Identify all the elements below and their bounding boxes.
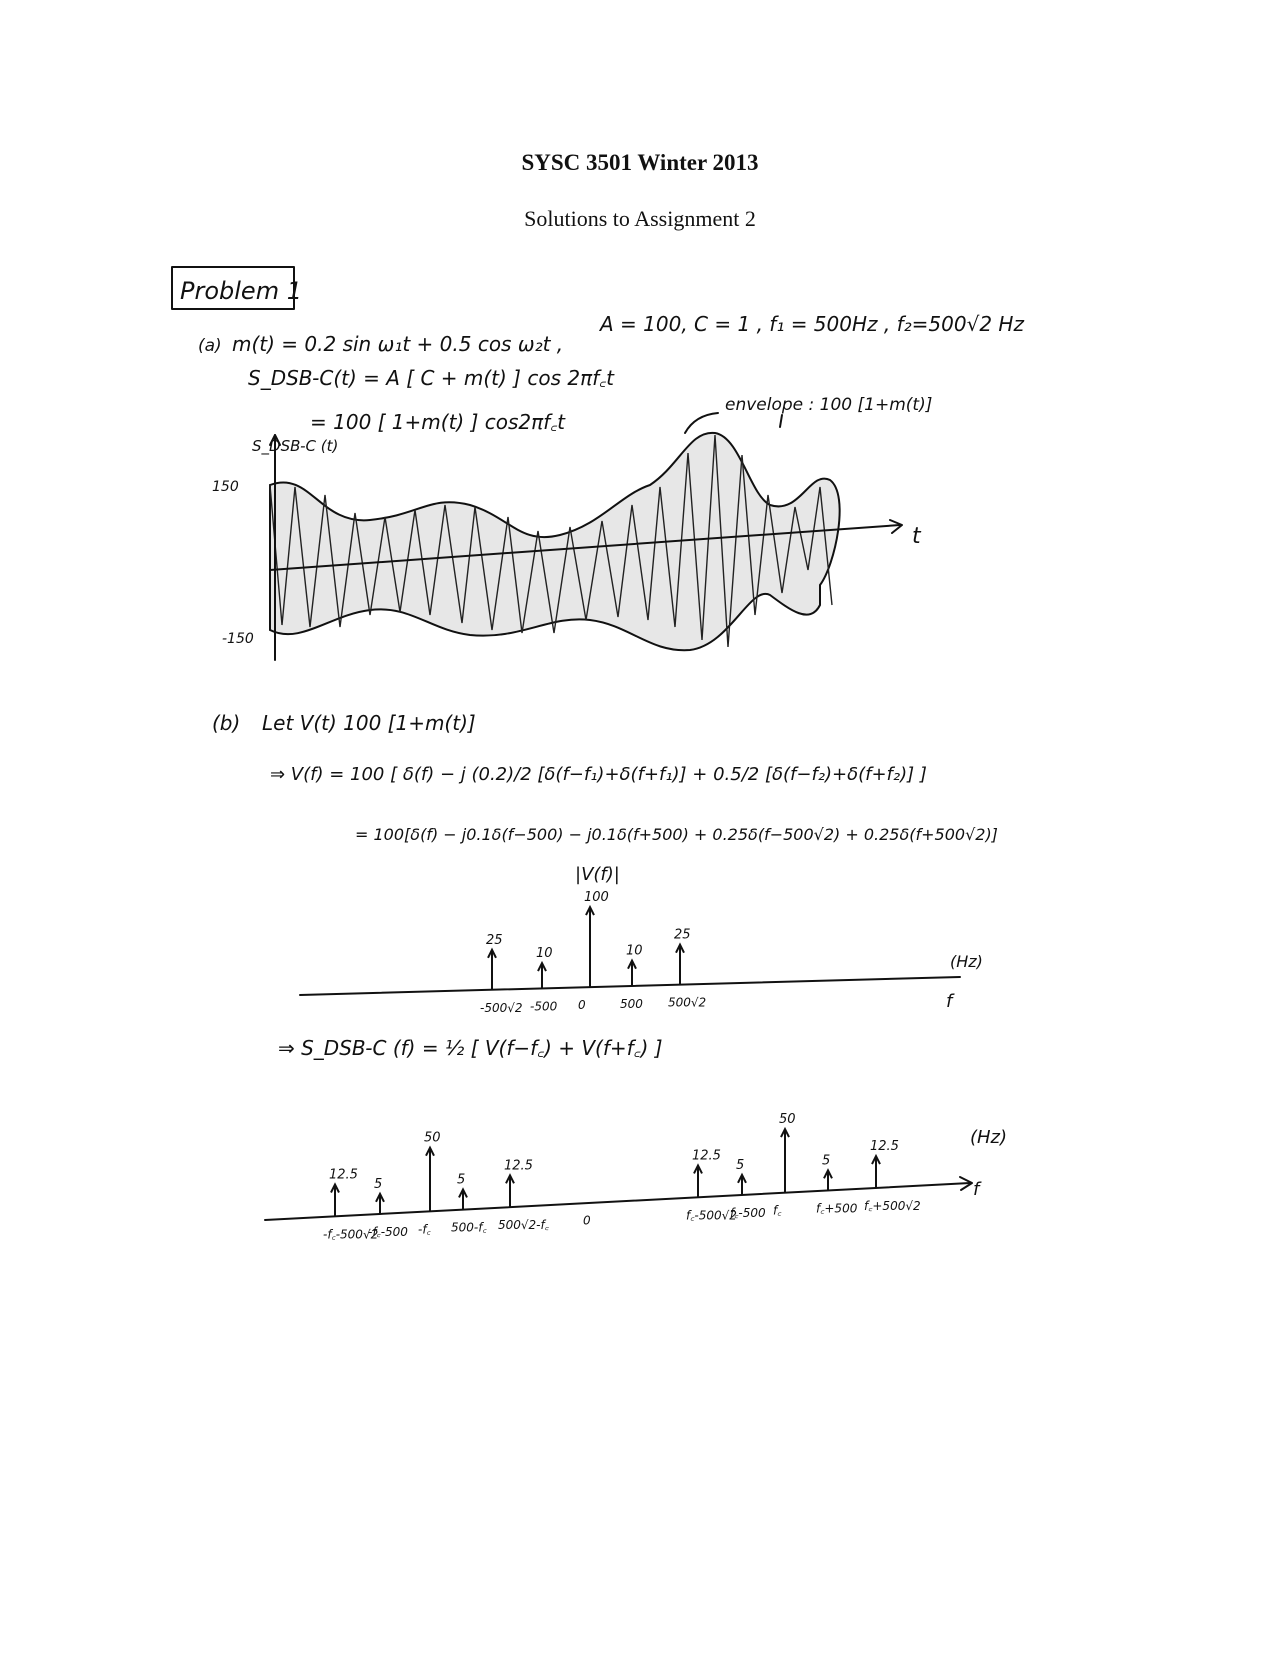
sdsb-hz-label: (Hz)	[970, 1127, 1008, 1148]
sdsb-value-label: 12.5	[329, 1167, 358, 1183]
vf-value-label: 25	[486, 932, 503, 948]
dsb-time-equation: S_DSB-C(t) = A [ C + m(t) ] cos 2πf꜀t	[248, 366, 614, 390]
sdsb-tick-label: 500√2-f꜀	[498, 1218, 549, 1233]
sdsb-tick-label: 500-f꜀	[451, 1220, 487, 1235]
vf-value-label: 100	[584, 890, 609, 906]
vf-axis	[300, 977, 960, 995]
upper-envelope	[270, 433, 840, 650]
sdsb-tick-label: f꜀	[773, 1203, 782, 1218]
y-bottom-label: -150	[222, 631, 254, 647]
vf-tick-label: -500√2	[480, 1000, 523, 1015]
vf-tick-label: 0	[578, 998, 586, 1013]
sdsb-value-label: 50	[424, 1130, 441, 1146]
part-b-label: (b)	[212, 711, 241, 735]
time-domain-plot	[212, 433, 922, 660]
sdsb-tick-label: f꜀-500	[730, 1205, 766, 1220]
vf-hz-label: (Hz)	[950, 952, 983, 971]
sdsb-tick-label: -f꜀	[418, 1222, 431, 1237]
sdsb-tick-label: f꜀+500	[816, 1201, 858, 1216]
sdsb-tick-label: f꜀+500√2	[864, 1198, 921, 1213]
vf-equation-2: = 100[δ(f) − j0.1δ(f−500) − j0.1δ(f+500) + 0.25δ(f−500√2) + 0.25δ(f+500√2)]	[355, 825, 998, 844]
vf-plot-label: |V(f)|	[575, 864, 620, 885]
sdsb-value-label: 12.5	[870, 1139, 899, 1155]
sdsb-spectrum	[265, 1112, 1007, 1241]
t-label: t	[912, 524, 921, 549]
sdsb-value-label: 12.5	[692, 1148, 721, 1164]
part-a-label: (a)	[198, 336, 222, 356]
sdsb-value-label: 5	[736, 1157, 745, 1173]
parameters: A = 100, C = 1 , f₁ = 500Hz , f₂=500√2 Hz	[600, 312, 1024, 336]
vf-tick-label: -500	[530, 999, 558, 1014]
vf-value-label: 10	[536, 946, 553, 962]
sdsb-value-label: 50	[779, 1112, 796, 1128]
sdsb-tick-label: f꜀-500√2	[686, 1208, 737, 1223]
vf-equation-1: ⇒ V(f) = 100 [ δ(f) − j (0.2)/2 [δ(f−f₁)+δ(f+f₁)] + 0.5/2 [δ(f−f₂)+δ(f+f₂)] ]	[270, 764, 927, 785]
vf-spectrum	[300, 864, 983, 1015]
sdsb-value-label: 5	[374, 1176, 383, 1192]
y-top-label: 150	[212, 479, 239, 495]
dsb-time-equation-2: = 100 [ 1+m(t) ] cos2πf꜀t	[310, 410, 565, 434]
sdsb-tick-label: -f꜀-500	[368, 1224, 408, 1239]
page-title: SYSC 3501 Winter 2013	[521, 150, 759, 175]
vf-value-label: 10	[626, 943, 643, 959]
envelope-label: envelope : 100 [1+m(t)]	[725, 395, 933, 415]
let-equation: Let V(t) 100 [1+m(t)]	[262, 711, 476, 735]
sdsb-tick-label: -f꜀-500√2	[323, 1227, 379, 1242]
vf-tick-label: 500	[620, 996, 643, 1011]
sdsb-value-label: 12.5	[504, 1158, 533, 1174]
y-axis-label: S_DSB-C (t)	[252, 437, 339, 455]
vf-f-label: f	[946, 991, 953, 1012]
message-equation: m(t) = 0.2 sin ω₁t + 0.5 cos ω₂t ,	[232, 332, 564, 356]
problem-heading: Problem 1	[180, 277, 302, 305]
sdsb-value-label: 5	[457, 1172, 466, 1188]
page-subtitle: Solutions to Assignment 2	[524, 206, 756, 231]
vf-tick-label: 500√2	[668, 995, 707, 1010]
sdsb-freq-equation: ⇒ S_DSB-C (f) = ½ [ V(f−f꜀) + V(f+f꜀) ]	[278, 1036, 663, 1060]
sdsb-f-label: f	[973, 1179, 980, 1200]
vf-value-label: 25	[674, 927, 691, 943]
sdsb-value-label: 5	[822, 1153, 831, 1169]
handwritten-solution	[170, 255, 1070, 1355]
sdsb-tick-label: 0	[583, 1213, 591, 1228]
